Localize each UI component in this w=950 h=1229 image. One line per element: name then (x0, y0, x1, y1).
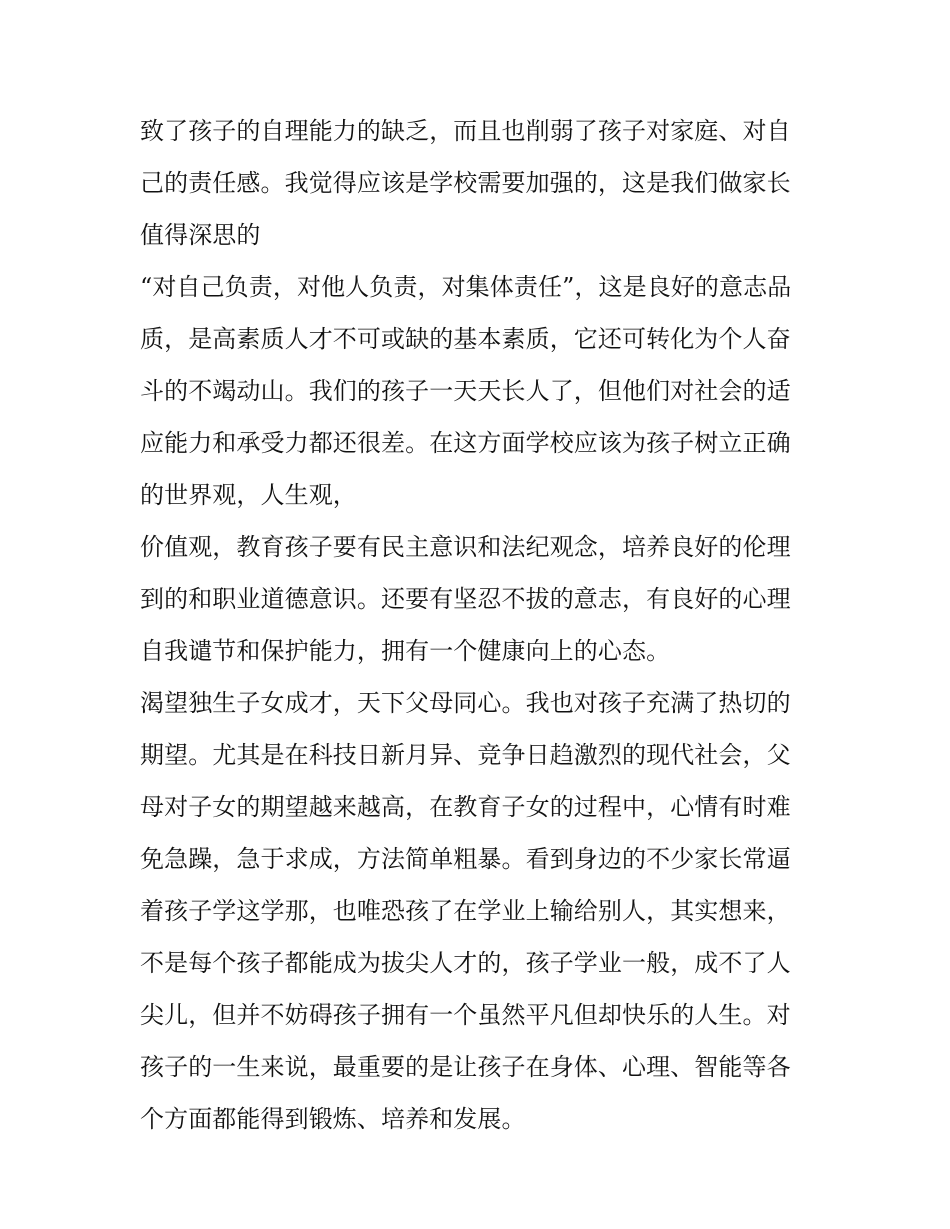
text-line: 己的责任感。我觉得应该是学校需要加强的，这是我们做家长 (140, 169, 791, 197)
paragraph-3 (140, 521, 812, 677)
text-line: 母对子女的期望越来越高，在教育子女的过程中，心情有时难 (140, 793, 791, 821)
text-line: 不是每个孩子都能成为拔尖人才的，孩子学业一般，成不了人 (140, 949, 791, 977)
text-line: 致了孩子的自理能力的缺乏，而且也削弱了孩子对家庭、对自 (140, 117, 791, 145)
text-line: 应能力和承受力都还很差。在这方面学校应该为孩子树立正确 (140, 429, 791, 457)
text-line: 自我谴节和保护能力，拥有一个健康向上的心态。 (140, 637, 671, 665)
text-line: 尖儿，但并不妨碍孩子拥有一个虽然平凡但却快乐的人生。对 (140, 1001, 791, 1029)
text-line: 到的和职业道德意识。还要有坚忍不拔的意志，有良好的心理 (140, 585, 791, 613)
paragraph-1 (140, 105, 812, 261)
text-line: 期望。尤其是在科技日新月异、竞争日趋激烈的现代社会，父 (140, 741, 791, 769)
text-line: 斗的不竭动山。我们的孩子一天天长人了，但他们对社会的适 (140, 377, 791, 405)
text-line: 个方面都能得到锻炼、培养和发展。 (140, 1105, 526, 1133)
text-line: 的世界观，人生观， (140, 481, 357, 509)
text-line: 质，是高素质人才不可或缺的基本素质，它还可转化为个人奋 (140, 325, 791, 353)
text-line: 值得深思的 (140, 221, 261, 249)
text-line: 着孩子学这学那，也唯恐孩了在学业上输给别人，其实想来， (140, 897, 791, 925)
text-line: 渴望独生子女成才，天下父母同心。我也对孩子充满了热切的 (140, 689, 791, 717)
text-line: 免急躁，急于求成，方法简单粗暴。看到身边的不少家长常逼 (140, 845, 791, 873)
text-line: 孩子的一生来说，最重要的是让孩子在身体、心理、智能等各 (140, 1053, 791, 1081)
text-line: 价值观，教育孩子要有民主意识和法纪观念，培养良好的伦理 (140, 533, 791, 561)
paragraph-2 (140, 261, 812, 521)
paragraph-4 (140, 677, 812, 1145)
text-line: “对自己负责，对他人负责，对集体责任”，这是良好的意志品 (140, 273, 792, 301)
document-body (140, 105, 812, 1145)
